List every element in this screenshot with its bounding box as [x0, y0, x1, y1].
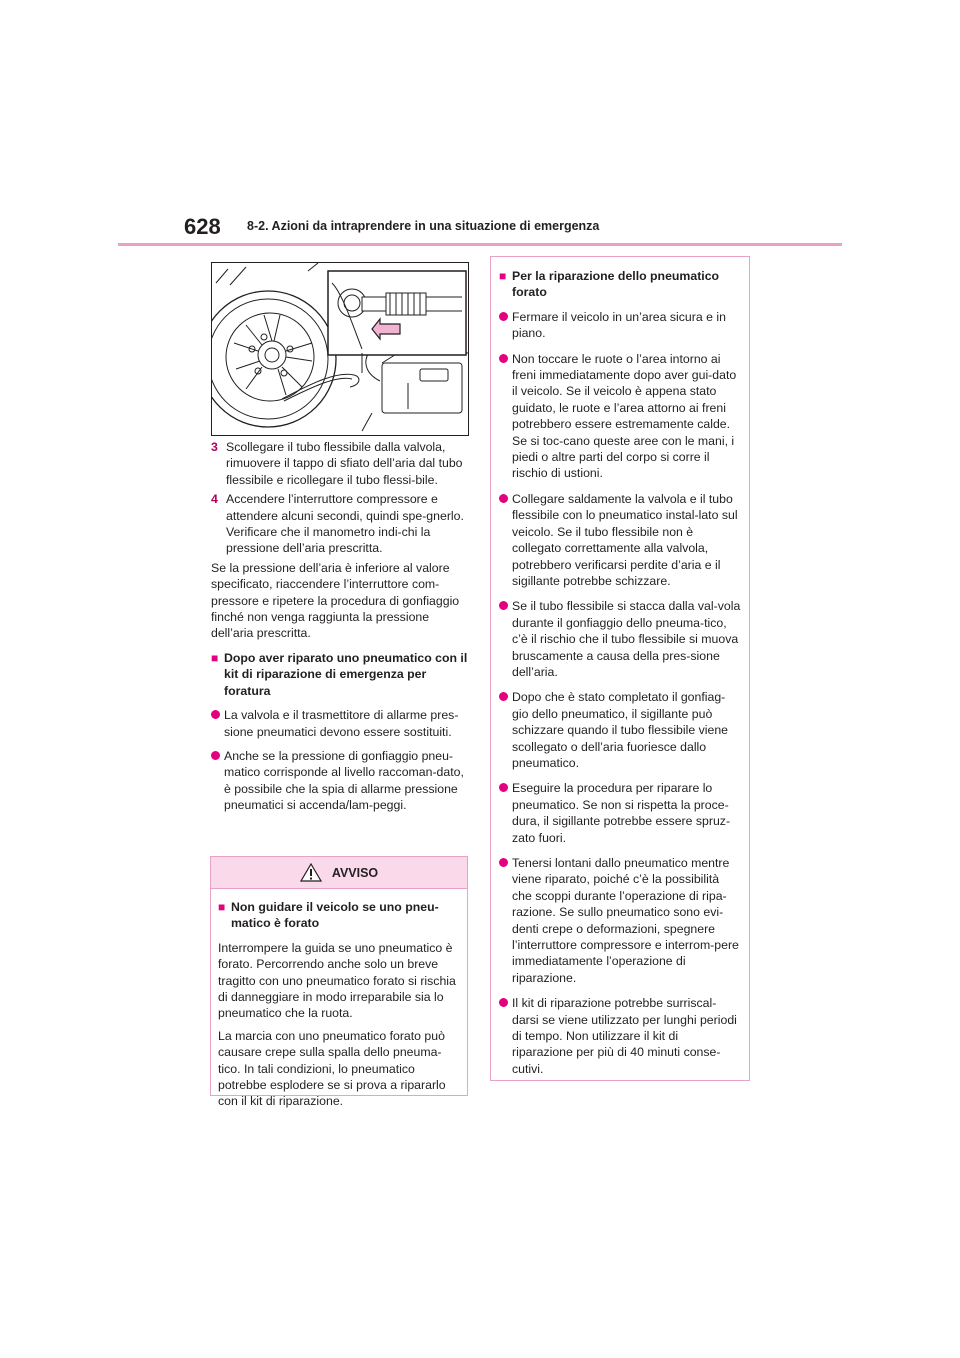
list-item-text: Il kit di riparazione potrebbe surriscal-darsi se viene utilizzato per lunghi periodi di tempo. Non utilizzare il kit di riparazione per più di 40 minuti conse-cutivi. — [512, 996, 737, 1076]
list-item — [499, 309, 741, 342]
square-bullet-icon: ■ — [211, 650, 219, 665]
list-item-text: Collegare saldamente la valvola e il tubo flessibile con lo pneumatico instal-lato sul veicolo. Se il tubo flessibile non è collegato correttamente alla valvola, potrebbero verificarsi perdite d’aria e il sigillante potrebbe schizzare. — [512, 491, 738, 588]
warning-paragraph: La marcia con uno pneumatico forato può causare crepe sulla spalla dello pneuma-tico. In tali condizioni, lo pneumatico potrebbe esplodere se si prova a ripararlo con il kit di riparazione. — [218, 1028, 446, 1109]
list-item — [499, 598, 741, 680]
list-item-text: Se il tubo flessibile si stacca dalla val-vola durante il gonfiaggio dello pneuma-tico, c’è il rischio che il tubo flessibile si muova bruscamente a causa della pres-sione dell’aria. — [512, 599, 741, 679]
square-bullet-icon: ■ — [218, 900, 226, 914]
heading-text: Dopo aver riparato uno pneumatico con il kit di riparazione di emergenza per foratura — [224, 650, 468, 698]
heading-text: Per la riparazione dello pneumatico forato — [512, 269, 720, 300]
list-item — [499, 995, 741, 1077]
list-item-text: Eseguire la procedura per riparare lo pneumatico. Se non si rispetta la proce-dura, il sigillante potrebbe essere spruz-zato fuori. — [512, 781, 731, 845]
round-bullet-icon — [499, 351, 512, 482]
round-bullet-icon — [499, 780, 512, 846]
step-text: Scollegare il tubo flessibile dalla valvola, rimuovere il tappo di sfiato dell’aria dal tubo flessibile e ricollegare il tubo flessi-bile. — [226, 440, 463, 487]
repair-heading — [499, 268, 741, 301]
list-item-text: Anche se la pressione di gonfiaggio pneu-matico corrisponde al livello raccoman-dato, è possibile che la spia di allarme pressione pneumatici si accenda/lam-peggi. — [224, 748, 464, 813]
step-number: 3 — [211, 440, 218, 454]
list-item — [499, 491, 741, 589]
list-item — [211, 748, 471, 814]
round-bullet-icon — [499, 855, 512, 986]
header-rule — [118, 243, 842, 246]
list-item — [499, 351, 741, 482]
warning-header — [211, 857, 467, 889]
step-4 — [211, 491, 471, 557]
list-item — [499, 780, 741, 846]
warning-body — [211, 889, 467, 1110]
right-caution-box — [490, 256, 750, 1081]
round-bullet-icon — [499, 689, 512, 771]
list-item — [499, 855, 741, 986]
step-text: Accendere l’interruttore compressore e attendere alcuni secondi, quindi spe-gnerlo. Verificare che il manometro indi-chi la pressione dell’aria prescritta. — [226, 492, 464, 556]
round-bullet-icon — [499, 598, 512, 680]
warning-heading — [218, 899, 459, 932]
round-bullet-icon — [499, 491, 512, 589]
round-bullet-icon — [211, 707, 224, 740]
warning-title: AVVISO — [331, 865, 379, 880]
warning-paragraph: Interrompere la guida se uno pneumatico è forato. Percorrendo anche solo un breve tragitto con uno pneumatico forato si rischia di danneggiare in modo irreparabile sia lo pneumatico che la ruota. — [218, 940, 456, 1021]
list-item-text: La valvola e il trasmettitore di allarme pres-sione pneumatici devono essere sostituiti. — [224, 708, 459, 739]
step-3 — [211, 439, 471, 488]
step-number: 4 — [211, 492, 218, 507]
round-bullet-icon — [499, 309, 512, 342]
list-item-text: Dopo che è stato completato il gonfiag-gio dello pneumatico, il sigillante può schizzare quando il tubo flessibile viene scollegato o dell’aria fuoriesce dallo pneumatico. — [512, 690, 729, 770]
warning-box — [210, 856, 468, 1109]
list-item-text: Fermare il veicolo in un’area sicura e in piano. — [512, 309, 726, 341]
section-title: 8-2. Azioni da intraprendere in una situazione di emergenza — [247, 219, 600, 233]
after-repair-heading — [211, 650, 471, 699]
page-number: 628 — [184, 214, 221, 239]
list-item-text: Non toccare le ruote o l’area intorno ai freni immediatamente dopo aver gui-dato il veicolo. Se il veicolo è appena stato guidato, le ruote e l’area attorno ai freni potrebbero essere estremamente calde. Se si toc-cano queste aree con le mani, i piedi o altre parti del corpo si corre il rischio di ustioni. — [512, 351, 737, 481]
list-item-text: Tenersi lontani dallo pneumatico mentre viene riparato, poiché c’è la possibilità che scoppi durante l’operazione di ripa-razione. Se sullo pneumatico sono evi-denti crepe o deformazioni, spegnere l’interruttore compressore e interrom-pere immediatamente l’operazione di riparazione. — [512, 856, 739, 985]
tire-illustration-svg — [212, 263, 468, 435]
round-bullet-icon — [499, 995, 512, 1077]
warning-triangle-icon — [300, 863, 322, 882]
left-column — [211, 439, 471, 822]
round-bullet-icon — [211, 748, 224, 814]
tire-inflation-illustration — [211, 262, 469, 436]
list-item — [499, 689, 741, 771]
heading-text: Non guidare il veicolo se uno pneu-matico è forato — [231, 900, 439, 931]
square-bullet-icon: ■ — [499, 269, 507, 283]
list-item — [211, 707, 471, 740]
pressure-paragraph: Se la pressione dell’aria è inferiore al valore specificato, riaccendere l’interruttore com-pressore e ripetere la procedura di gonfiaggio finché non venga raggiunta la pressione dell’aria prescritta. — [211, 560, 460, 641]
